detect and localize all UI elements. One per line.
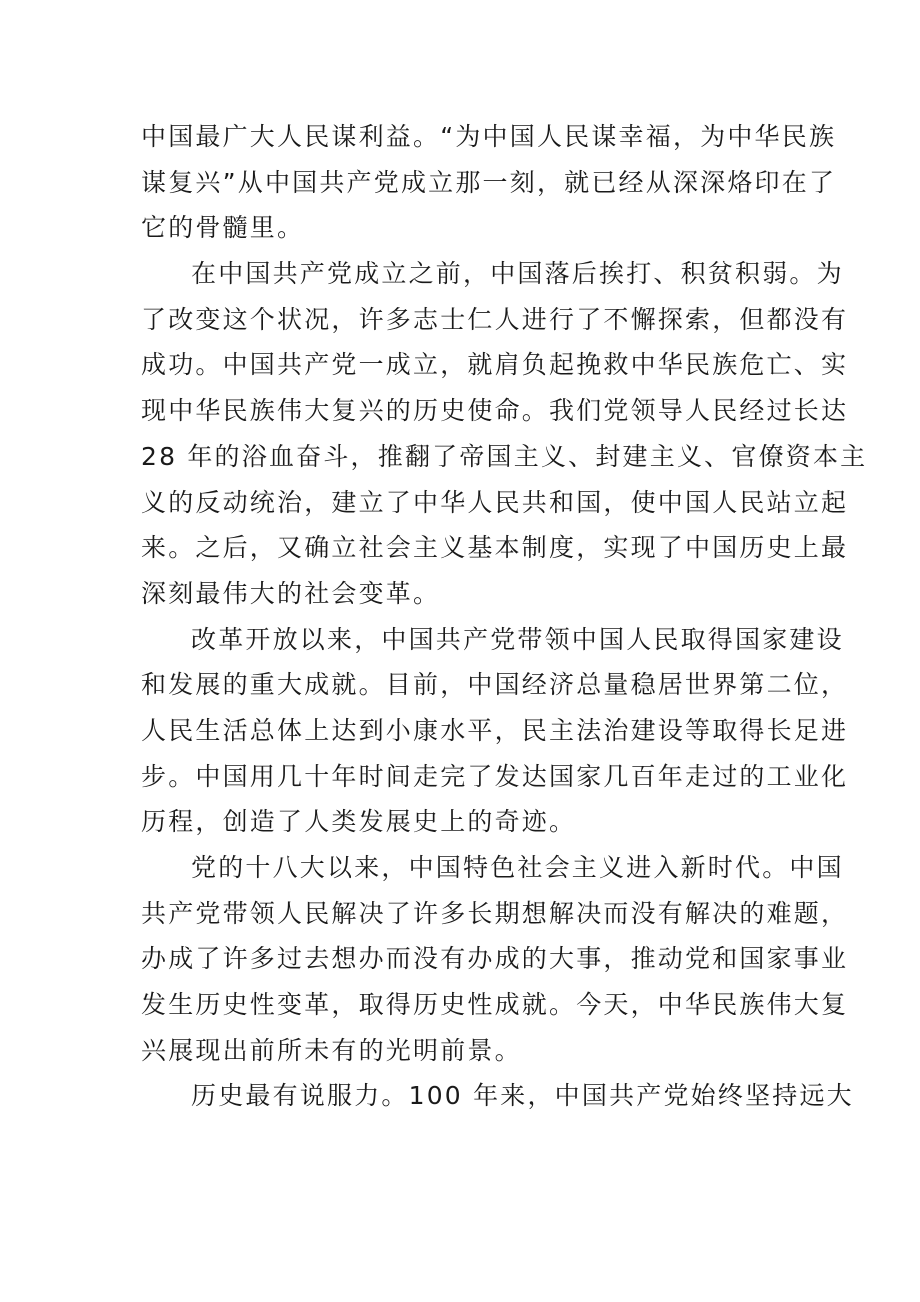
- paragraph-first-line: 党的十八大以来，中国特色社会主义进入新时代。中国: [191, 853, 844, 882]
- text-line: 和发展的重大成就。目前，中国经济总量稳居世界第二位，: [141, 670, 849, 700]
- text-line: 历程，创造了人类发展史上的奇迹。: [141, 807, 577, 837]
- paragraph-first-line: 改革开放以来，中国共产党带领中国人民取得国家建设: [191, 624, 844, 654]
- text-line: 中国最广大人民谋利益。“为中国人民谋幸福，为中华民族: [141, 122, 837, 151]
- text-line: 人民生活总体上达到小康水平，民主法治建设等取得长足进: [141, 715, 849, 745]
- text-line: 它的骨髓里。: [141, 213, 305, 243]
- text-line: 成功。中国共产党一成立，就肩负起挽救中华民族危亡、实: [141, 350, 849, 380]
- text-line: 28 年的浴血奋斗，推翻了帝国主义、封建主义、官僚资本主: [141, 441, 868, 471]
- text-line: 深刻最伟大的社会变革。: [141, 578, 441, 608]
- text-line: 现中华民族伟大复兴的历史使命。我们党领导人民经过长达: [141, 396, 849, 426]
- document-body: [141, 114, 868, 1119]
- text-line: 步。中国用几十年时间走完了发达国家几百年走过的工业化: [141, 761, 849, 791]
- text-line: 兴展现出前所未有的光明前景。: [141, 1035, 522, 1065]
- text-line: 了改变这个状况，许多志士仁人进行了不懈探索，但都没有: [141, 304, 849, 334]
- paragraph-first-line: 在中国共产党成立之前，中国落后挨打、积贫积弱。为: [191, 259, 844, 289]
- text-line: 来。之后，又确立社会主义基本制度，实现了中国历史上最: [141, 533, 849, 563]
- text-line: 义的反动统治，建立了中华人民共和国，使中国人民站立起: [141, 487, 849, 517]
- text-line: 谋复兴”从中国共产党成立那一刻，就已经从深深烙印在了: [141, 167, 837, 197]
- text-line: 办成了许多过去想办而没有办成的大事，推动党和国家事业: [141, 944, 849, 974]
- paragraph-first-line: 历史最有说服力。100 年来，中国共产党始终坚持远大: [191, 1081, 854, 1111]
- text-line: 发生历史性变革，取得历史性成就。今天，中华民族伟大复: [141, 990, 849, 1020]
- text-line: 共产党带领人民解决了许多长期想解决而没有解决的难题，: [141, 898, 849, 928]
